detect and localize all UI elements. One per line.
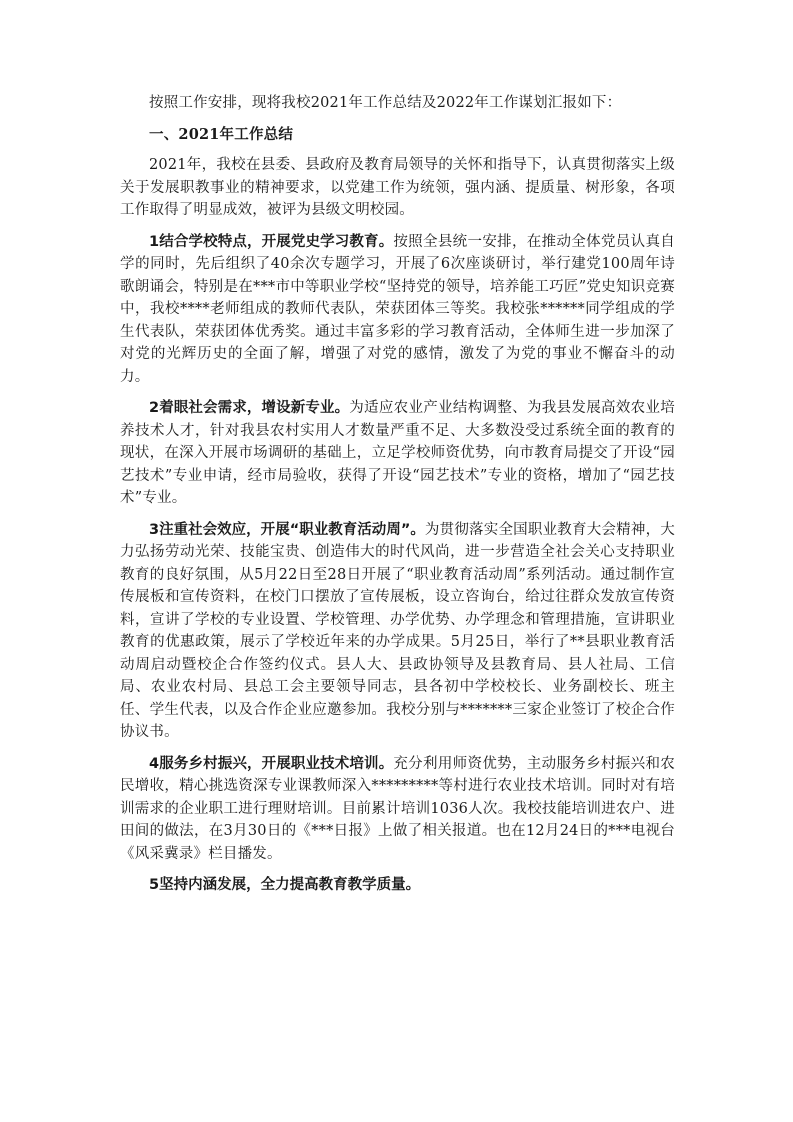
item-2-body: 为适应农业产业结构调整、为我县发展高效农业培养技术人才，针对我县农村实用人才数量严重不足、大多数没受过系统全面的教育的现状，在深入开展市场调研的基础上，立足学校师资优势，向市教育局提交了开设“园艺技术”专业申请，经市局验收，获得了开设“园艺技术”专业的资格，增加了“园艺技术”专业。	[120, 400, 676, 506]
intro-paragraph: 按照工作安排，现将我校2021年工作总结及2022年工作谋划汇报如下：	[149, 95, 622, 111]
item-4-body: 充分利用师资优势，主动服务乡村振兴和农民增收，精心挑选资深专业课教师深入*********等村进行农业技术培训。同时对有培训需求的企业职工进行理财培训。目前累计培训1036人次。我校技能培训进农户、进田间的做法，在3月30日的《***日报》上做了相关报道。也在12月24日的***电视台《风采冀录》栏目播发。	[120, 755, 675, 862]
item-1-lead: 1结合学校特点，开展党史学习教育。	[149, 233, 394, 250]
item-5-paragraph	[120, 874, 675, 897]
item-3-paragraph	[120, 519, 675, 744]
item-4-paragraph	[120, 753, 675, 866]
item-5-lead: 5坚持内涵发展，全力提高教育教学质量。	[149, 877, 421, 893]
item-4-lead: 4服务乡村振兴，开展职业技术培训。	[149, 755, 394, 772]
overview-paragraph: 2021年，我校在县委、县政府及教育局领导的关怀和指导下，认真贯彻落实上级关于发展职教事业的精神要求，以党建工作为统领，强内涵、提质量、树形象，各项工作取得了明显成效，被评为县级文明校园。	[120, 157, 675, 218]
item-1-body: 按照全县统一安排，在推动全体党员认真自学的同时，先后组织了40余次专题学习，开展了6次座谈研讨，举行建党100周年诗歌朗诵会，特别是在***市中等职业学校“坚持党的领导，培养能工巧匠”党史知识竞赛中，我校****老师组成的教师代表队，荣获团体三等奖。我校张******同学组成的学生代表队，荣获团体优秀奖。通过丰富多彩的学习教育活动，全体师生进一步加深了对党的光辉历史的全面了解，增强了对党的感情，激发了为党的事业不懈奋斗的动力。	[120, 233, 675, 385]
document-body	[120, 92, 675, 906]
item-2-lead: 2着眼社会需求，增设新专业。	[149, 400, 350, 416]
item-1-paragraph	[120, 231, 675, 389]
item-3-body: 为贯彻落实全国职业教育大会精神，大力弘扬劳动光荣、技能宝贵、创造伟大的时代风尚，进一步营造全社会关心支持职业教育的良好氛围，从5月22日至28日开展了“职业教育活动周”系列活动。通过制作宣传展板和宣传资料，在校门口摆放了宣传展板，设立咨询台，给过往群众发放宣传资料，宣讲了学校的专业设置、学校管理、办学优势、办学理念和管理措施，宣讲职业教育的优惠政策，展示了学校近年来的办学成果。5月25日，举行了**县职业教育活动周启动暨校企合作签约仪式。县人大、县政协领导及县教育局、县人社局、工信局、农业农村局、县总工会主要领导同志，县各初中学校校长、业务副校长、班主任、学生代表，以及合作企业应邀参加。我校分别与*******三家企业签订了校企合作协议书。	[120, 521, 675, 740]
item-2-paragraph	[120, 397, 675, 510]
item-3-lead: 3注重社会效应，开展“职业教育活动周”。	[149, 521, 425, 538]
section-heading: 一、2021年工作总结	[149, 125, 294, 143]
